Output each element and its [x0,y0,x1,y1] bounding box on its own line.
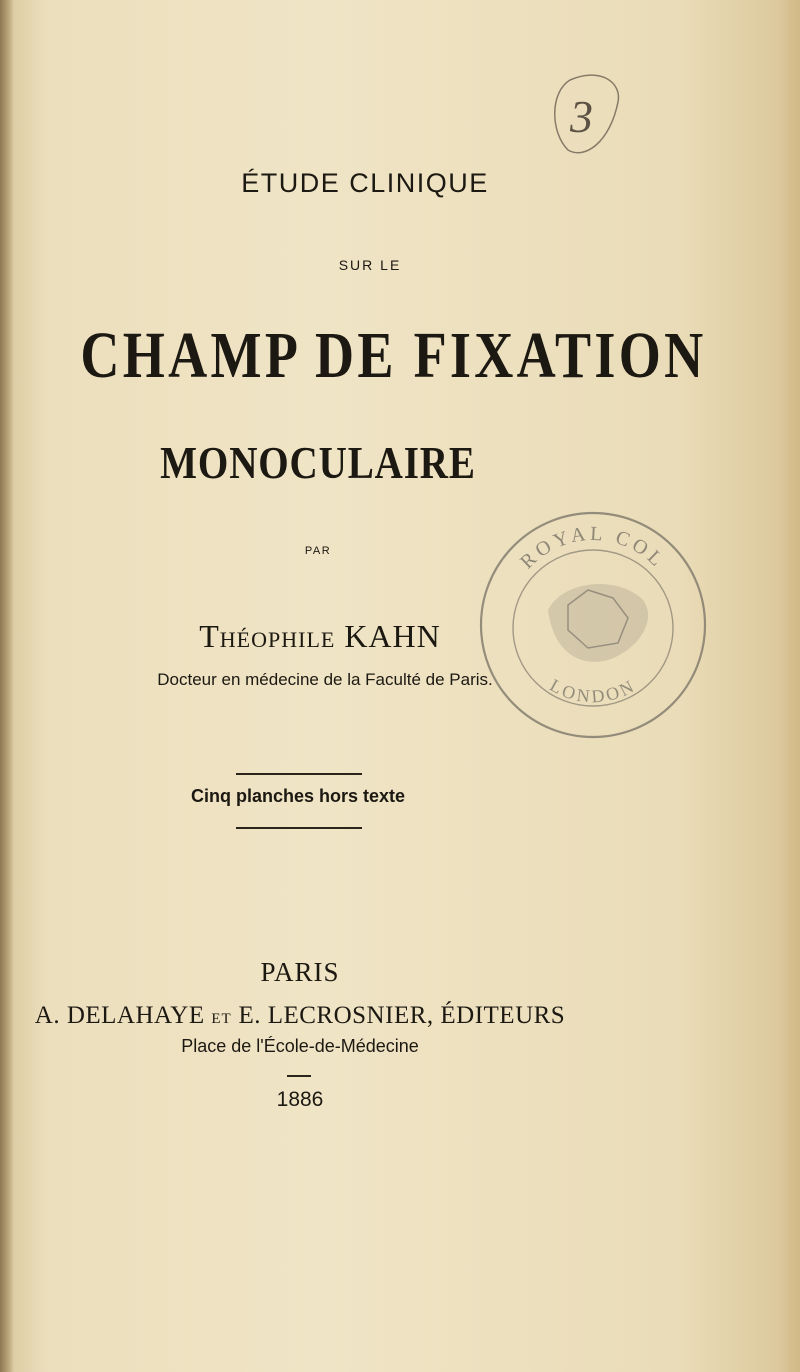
author-credentials: Docteur en médecine de la Faculté de Paris. [157,670,493,689]
by-label: PAR [304,545,332,557]
publisher-b: E. LECROSNIER, ÉDITEURS [238,1002,566,1029]
publisher-a: A. DELAHAYE [34,1002,205,1029]
shelfmark-annotation [540,62,630,162]
svg-text:ROYAL COL [516,523,670,574]
stamp-text-top: ROYAL COL [516,522,670,574]
imprint-dash [287,1075,311,1077]
title-line-sur-le: SUR LE [338,257,402,273]
divider-top [236,773,362,775]
svg-text:LONDON [547,675,640,707]
author-name: Théophile KAHN [199,618,441,654]
title-line-etude: ÉTUDE CLINIQUE [241,168,489,198]
stamp-text-bottom: LONDON [546,674,640,707]
page-edge [778,0,800,1372]
library-stamp [468,500,718,750]
main-title-second-line: MONOCULAIRE [160,437,476,488]
imprint-city: PARIS [260,957,340,987]
publisher-conjunction: ET [211,1011,232,1027]
divider-bottom [236,827,362,829]
imprint-publishers [0,1002,700,1030]
imprint-address: Place de l'École-de-Médecine [181,1036,419,1056]
shelfmark-number: 3 [570,91,593,142]
imprint-year: 1886 [276,1088,324,1111]
main-title: CHAMP DE FIXATION [80,319,707,392]
plates-note: Cinq planches hors texte [190,786,406,806]
